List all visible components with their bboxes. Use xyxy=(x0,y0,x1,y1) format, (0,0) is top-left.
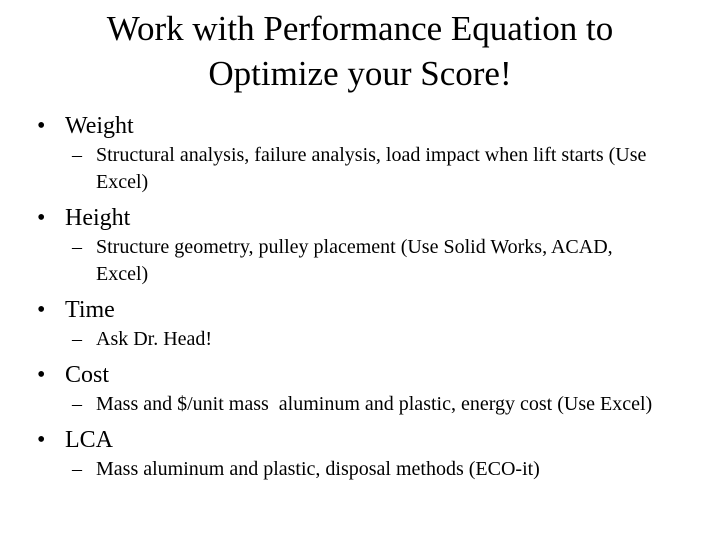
sub-item-height xyxy=(0,234,666,288)
slide-title xyxy=(36,6,684,96)
bullet-item-lca xyxy=(0,424,720,456)
sub-item-lca xyxy=(0,456,666,483)
bullet-icon: • xyxy=(37,362,46,388)
dash-icon: – xyxy=(72,393,82,415)
sub-item-time xyxy=(0,326,666,353)
sub-item-text: Mass aluminum and plastic, disposal methods (ECO-it) xyxy=(96,458,540,480)
dash-icon: – xyxy=(72,328,82,350)
dash-icon: – xyxy=(72,144,82,166)
bullet-item-weight xyxy=(0,110,720,142)
sub-item-text: Structural analysis, failure analysis, load impact when lift starts (Use Excel) xyxy=(96,144,647,193)
bullet-icon: • xyxy=(37,113,46,139)
bullet-item-cost xyxy=(0,359,720,391)
bullet-label: Cost xyxy=(65,362,110,388)
bullet-label: Weight xyxy=(65,113,134,139)
bullet-list xyxy=(0,110,720,489)
bullet-label: Height xyxy=(65,205,131,231)
sub-item-text: Mass and $/unit mass aluminum and plastic, energy cost (Use Excel) xyxy=(96,393,653,415)
bullet-icon: • xyxy=(37,297,46,323)
dash-icon: – xyxy=(72,236,82,258)
sub-item-cost xyxy=(0,391,666,418)
bullet-icon: • xyxy=(37,205,46,231)
bullet-label: LCA xyxy=(65,427,113,453)
bullet-label: Time xyxy=(65,297,115,323)
title-line-1: Work with Performance Equation to xyxy=(106,9,614,48)
sub-item-weight xyxy=(0,142,666,196)
bullet-icon: • xyxy=(37,427,46,453)
title-line-2: Optimize your Score! xyxy=(208,54,512,93)
bullet-item-time xyxy=(0,294,720,326)
sub-item-text: Structure geometry, pulley placement (Use Solid Works, ACAD, Excel) xyxy=(96,236,613,285)
dash-icon: – xyxy=(72,458,82,480)
sub-item-text: Ask Dr. Head! xyxy=(96,328,213,350)
bullet-item-height xyxy=(0,202,720,234)
